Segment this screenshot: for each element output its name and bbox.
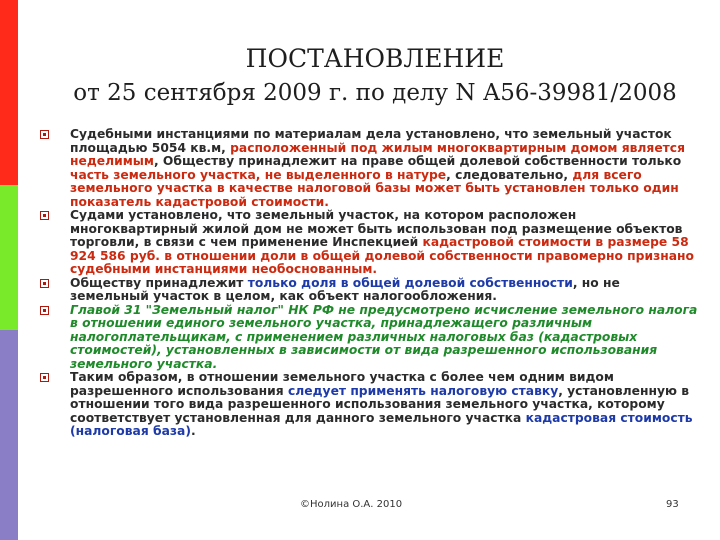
paragraph-segment: только доля в общей долевой собственности (247, 275, 573, 290)
decor-stripe-purple (0, 330, 18, 540)
paragraph-segment: , следовательно, (446, 167, 573, 182)
footer-author: ©Нолина О.А. 2010 (300, 499, 403, 510)
paragraph-segment: кадастровая стоимость (налоговая база) (70, 410, 693, 438)
paragraph-segment: , но не земельный участок в целом, как объект налогообложения. (70, 275, 620, 303)
bullet-square-icon (40, 211, 49, 220)
list-item (40, 209, 702, 277)
paragraph-segment: . (190, 424, 196, 438)
list-item (40, 277, 702, 304)
page-number: 93 (666, 499, 679, 510)
slide-title (40, 44, 710, 108)
paragraph-segment: часть земельного участка, не выделенного в натуре (70, 167, 447, 182)
paragraph-segment: , Обществу принадлежит на праве общей долевой собственности только (153, 154, 682, 168)
list-item (40, 371, 702, 439)
bullet-square-icon (40, 130, 49, 139)
paragraph-segment: , установленную в отношении того вида разрешенного использования земельного участка, которому соответствует установленная для данного земельного участка (70, 383, 689, 425)
paragraph-segment: следует применять налоговую ставку (287, 383, 559, 398)
decor-stripe-green (0, 185, 18, 330)
list-item (40, 128, 702, 209)
title-line-1: ПОСТАНОВЛЕНИЕ (245, 44, 505, 73)
bullet-square-icon (40, 279, 49, 288)
paragraph-segment: Судебными инстанциями по материалам дела установлено, что земельный участок площадью 5054 кв.м, (70, 127, 672, 155)
bullet-square-icon (40, 306, 49, 315)
decor-stripe-red (0, 0, 18, 185)
paragraph-segment: для всего земельного участка в качестве налоговой базы может быть установлен только один показатель кадастровой стоимости. (70, 167, 679, 209)
paragraph-segment: расположенный под жилым многоквартирным домом является неделимым (70, 140, 685, 168)
paragraph-segment: Таким образом, в отношении земельного участка с более чем одним видом разрешенного использования (70, 370, 614, 398)
paragraph-segment: Главой 31 "Земельный налог" НК РФ не предусмотрено исчисление земельного налога в отношении единого земельного участка, принадлежащего различным налогоплательщикам, с применением различных налоговых баз (кадастровых стоимостей), установленных в зависимости от вида разрешенного использования земельного участка. (70, 302, 698, 371)
list-item (40, 304, 702, 372)
title-line-2: от 25 сентября 2009 г. по делу N А56-39981/2008 (73, 80, 677, 106)
bullet-square-icon (40, 373, 49, 382)
paragraph-segment: Обществу принадлежит (70, 275, 248, 290)
bullet-list (40, 128, 702, 439)
paragraph-segment: Судами установлено, что земельный участок, на котором расположен многоквартирный жилой дом не может быть использован под размещение объектов торговли, в связи с чем применение Инспекцией (70, 208, 683, 249)
paragraph-segment: кадастровой стоимости в размере 58 924 586 руб. в отношении доли в общей долевой собственности правомерно признано судебными инстанциями необоснованным. (70, 235, 694, 276)
